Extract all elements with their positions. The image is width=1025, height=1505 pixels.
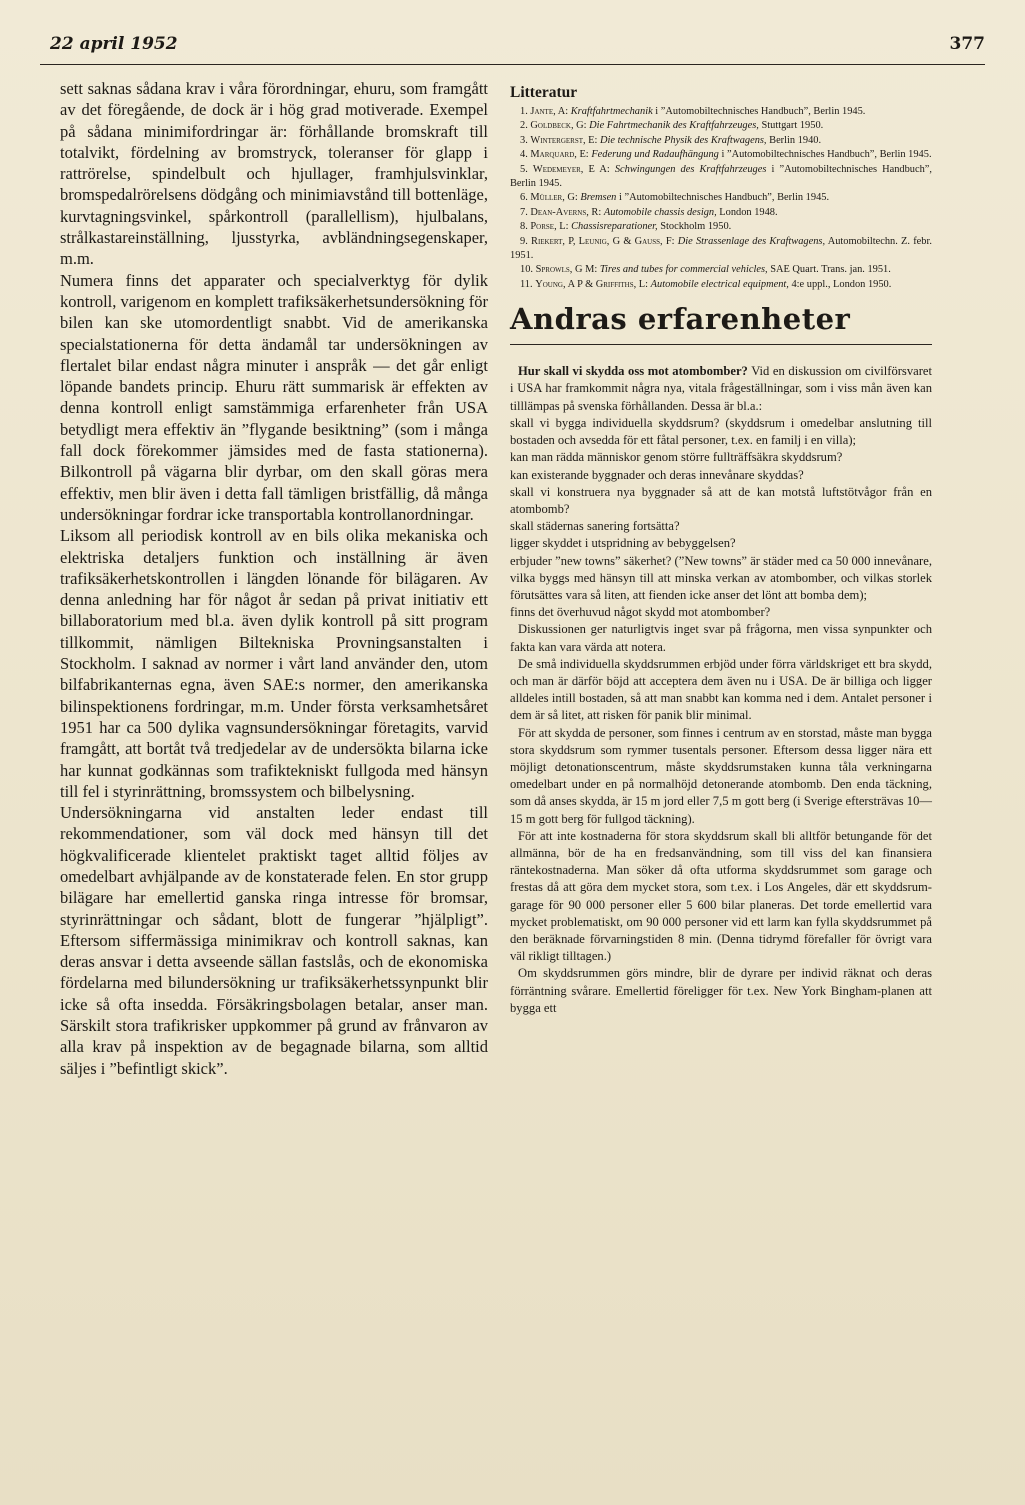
left-paragraph: Liksom all periodisk kontroll av en bils olika mekaniska och elektriska detaljers funktion och inställning är även trafiksäkerhetskontrollen i längden lönande för bilägaren. Av denna anledning har för något år sedan på privat initiativ ett billaboratorium med bl.a. även dylik kontroll på sitt program tillkommit, nämligen Biltekniska Provningsanstalten i Stockholm. I saknad av normer i vårt land använder den, utom bilfabrikanternas egna, även SAE:s normer, den amerikanska bilinspektionens fordringar, m.m. Under första verksamhetsåret 1951 har ca 500 dylika vagnsundersökningar företagits, varvid framgått, att bortåt två tredjedelar av de undersökta bilarna icke har kunnat godkännas som trafiktekniskt fullgoda med hänsyn till fel i styrinrättning, bromssystem och bilbelysning. (60, 526, 488, 801)
reference-title: Schwingungen des Kraftfahrzeuges (614, 163, 767, 175)
reference-details: Berlin 1940. (766, 134, 822, 146)
reference-author: Jante, A: (530, 106, 569, 117)
reference-item (510, 206, 932, 220)
reference-author: Sprowls, G M: (535, 264, 598, 276)
reference-author: Wintergerst, E: (530, 134, 598, 146)
reference-item (510, 148, 932, 162)
section-divider (510, 344, 932, 345)
question-item: kan existerande byggnader och deras innevånare skyddas? (510, 467, 804, 482)
lead-question: Hur skall vi skydda oss mot atombomber? (518, 364, 748, 379)
reference-details: i ”Automobiltechnisches Handbuch”, Berlin 1945. (510, 163, 932, 190)
reference-details: Stockholm 1950. (657, 221, 732, 233)
reference-number: 6. (520, 192, 528, 204)
reference-details: Automobiltechn. Z. febr. 1951. (510, 235, 932, 262)
reference-details: London 1948. (716, 206, 778, 218)
reference-title: Die technische Physik des Kraftwagens, (600, 134, 767, 146)
reference-title: Automobile electrical equipment, (650, 278, 789, 290)
reference-number: 8. (520, 221, 528, 233)
reference-title: Automobile chassis design, (603, 206, 717, 218)
reference-details: SAE Quart. Trans. jan. 1951. (767, 264, 891, 276)
intro-paragraph (510, 363, 932, 415)
section-body (510, 363, 932, 1017)
question-item: skall vi bygga individuella skyddsrum? (skyddsrum i omedelbar anslutning till bostaden och avsedda för ett fåtal personer, t.ex. en familj i en villa); (510, 415, 932, 448)
reference-number: 5. (520, 163, 528, 175)
left-paragraph: Numera finns det apparater och specialverktyg för dylik kontroll, varigenom en komplett trafiksäkerhetsundersökning för bilen kan ske utomordentligt snabbt. Vid de amerikanska specialstationerna för detta ändamål tar undersökningen av flertalet bilar endast några minuter i anspråk — det går enligt löpande bandets princip. Ehuru rätt summarisk är effekten av denna kontroll enligt samstämmiga erfarenheter från USA betydligt mera effektiv än ”flygande besiktning” (som i många fall dock förekommer jämsides med de fasta stationerna). Bilkontroll på vägarna blir dyrbar, om den skall göras mera effektiv, men blir även i detta fall tämligen bristfällig, då många undersökningar fordrar icke transportabla kontrollanordningar. (60, 270, 488, 524)
reference-number: 4. (520, 149, 528, 161)
reference-item (510, 191, 932, 205)
reference-item (510, 163, 932, 192)
question-item: erbjuder ”new towns” säkerhet? (”New towns” är städer med ca 50 000 innevånare, vilka byggs med hänsyn till att minska verkan av atombomber, och vilkas storlek förutsättes vara så liten, att fienden icke anser det lönt att bomba dem); (510, 553, 932, 602)
reference-details: Stuttgart 1950. (758, 120, 824, 132)
reference-title: Tires and tubes for commercial vehicles, (599, 264, 768, 276)
reference-item (510, 263, 932, 277)
reference-author: Goldbeck, G: (530, 120, 587, 132)
page-number: 377 (949, 34, 985, 54)
reference-number: 3. (520, 134, 528, 146)
section-paragraph: För att inte kostnaderna för stora skyddsrum skall bli alltför betungande för det allmänna, bör de ha en fredsanvändning, som till viss del kan finansiera räntekostnaderna. Man söker då ofta utforma skyddsrummet som garage och frestas då att göra dem mycket stora, som t.ex. i Los Angeles, där ett skyddsrum-garage för 90 000 personer eller 5 600 bilar planeras. Det torde emellertid vara mycket problematiskt, om 90 000 personer vid ett larm kan fylla skyddsrummet på den beräknade förvarningstiden 8 min. (Denna tidrymd förefaller för övrigt vara väl rikligt tilltagen.) (510, 828, 932, 964)
question-item: kan man rädda människor genom större fullträffsäkra skyddsrum? (510, 450, 843, 465)
issue-date: 22 april 1952 (50, 34, 178, 54)
question-item: skall städernas sanering fortsätta? (510, 519, 680, 534)
reference-item (510, 278, 932, 292)
reference-number: 2. (520, 120, 528, 132)
section-paragraph: Diskussionen ger naturligtvis inget svar på frågorna, men vissa synpunkter och fakta kan vara värda att notera. (510, 622, 932, 654)
left-paragraph: sett saknas sådana krav i våra förordningar, ehuru, som framgått av det föregående, de dock är i hög grad motiverade. Exempel på sådana minimifordringar är: förhållande bromskraft till totalvikt, fördelning av bromstryck, toleranser för glapp i rattrörelse, spindelbult och hjullager, framhjulsvinklar, bromspedalrörelsens dödgång och minimiavstånd till bottenläge, kurvtagningsvinkel, spårkontroll (parallellism), hjulbalans, strålkastareinställning, ljusstyrka, avbländningsegenskaper, m.m. (60, 79, 488, 269)
reference-item (510, 220, 932, 234)
reference-title: Chassisreparationer, (571, 221, 658, 233)
reference-item (510, 235, 932, 264)
reference-details: 4:e uppl., London 1950. (788, 278, 892, 290)
reference-details: i ”Automobiltechnisches Handbuch”, Berlin 1945. (652, 106, 866, 117)
right-column (510, 84, 932, 1017)
left-paragraph: Undersökningarna vid anstalten leder endast till rekommendationer, som väl dock med hänsyn till det högkvalificerade klientelet praktiskt taget alltid följes av omedelbart avhjälpande av de konstaterade felen. En stor grupp bilägare har emellertid ganska ringa intresse för bromsar, styrinrättningar och sådant, blott de fungerar ”hjälpligt”. Eftersom siffermässiga minimikrav och kontroll saknas, kan deras ansvar i detta avseende sällan fastslås, och de ekonomiska fördelarna med bilundersökning ur trafiksäkerhetssynpunkt blir icke så ofta insedda. Försäkringsbolagen betalar, anser man. Särskilt stora trafikrisker uppkommer på grund av frånvaron av alla krav på inspektion av de begagnade bilarna, som alltid säljes i ”befintligt skick”. (60, 803, 488, 1078)
reference-title: Federung und Radaufhängung (591, 149, 719, 161)
reference-author: Marquard, E: (530, 149, 589, 161)
reference-author: Müller, G: (530, 192, 578, 204)
page-header (40, 34, 985, 65)
reference-author: Dean-Averns, R: (530, 206, 602, 218)
reference-item (510, 134, 932, 148)
reference-details: i ”Automobiltechnisches Handbuch”, Berlin 1945. (718, 149, 932, 161)
reference-number: 1. (520, 106, 528, 117)
question-list (510, 415, 932, 621)
reference-details: i ”Automobiltechnisches Handbuch”, Berlin 1945. (616, 192, 830, 204)
reference-author: Porse, L: (530, 221, 569, 233)
reference-author: Young, A P & Griffiths, L: (535, 278, 649, 290)
intro-text: Vid en diskussion om civilförsvaret i USA har framkommit några nya, vitala frågeställningar, som i viss mån även kan tilllämpas på svenska förhållanden. Dessa är bl.a.: (510, 364, 933, 413)
reference-author: Riekert, P, Leunig, G & Gauss, F: (531, 235, 675, 247)
reference-number: 9. (520, 235, 528, 247)
reference-list (510, 105, 932, 292)
section-paragraph: Om skyddsrummen görs mindre, blir de dyrare per individ räknat och deras förräntning svårare. Emellertid föreligger för t.ex. New York Bingham-planen att bygga ett (510, 966, 932, 1015)
reference-item (510, 105, 932, 119)
reference-title: Die Strassenlage des Kraftwagens, (677, 235, 826, 247)
section-paragraphs (510, 621, 932, 1017)
question-item: finns det överhuvud något skydd mot atombomber? (510, 605, 771, 620)
reference-item (510, 119, 932, 133)
reference-title: Bremsen (580, 192, 617, 204)
section-paragraph: De små individuella skyddsrummen erbjöd under förra världskriget ett bra skydd, och man är därför böjd att acceptera dem även nu i USA. De är billiga och ligger alldeles intill bostaden, så att man snabbt kan komma ned i dem. Antalet personer i dem är så litet, att risken för panik blir minimal. (510, 656, 932, 723)
reference-title: Kraftfahrtmechanik (570, 106, 653, 117)
literature-heading: Litteratur (510, 84, 578, 101)
reference-number: 7. (520, 206, 528, 218)
left-column (60, 78, 488, 1079)
reference-number: 10. (520, 264, 533, 276)
section-title: Andras erfarenheter (510, 302, 851, 337)
reference-number: 11. (520, 278, 533, 290)
reference-title: Die Fahrtmechanik des Kraftfahrzeuges, (589, 120, 759, 132)
reference-author: Wedemeyer, E A: (532, 163, 610, 175)
section-paragraph: För att skydda de personer, som finnes i centrum av en storstad, måste man bygga stora skyddsrum som rymmer tusentals personer. Eftersom dessa ligger nära ett möjligt detonationscentrum, måste skyddsrumstaken kunna tåla verkningarna omedelbart under en på normalhöjd detonerande atombomb. Den enda täckning, som då anses skydda, är 15 m jord eller 7,5 m gott berg (i Sverige eftersträvas 10—15 m gott berg för fullgod täckning). (510, 725, 932, 826)
question-item: skall vi konstruera nya byggnader så att de kan motstå luftstötvågor från en atombomb? (510, 484, 932, 516)
question-item: ligger skyddet i utspridning av bebyggelsen? (510, 536, 736, 551)
